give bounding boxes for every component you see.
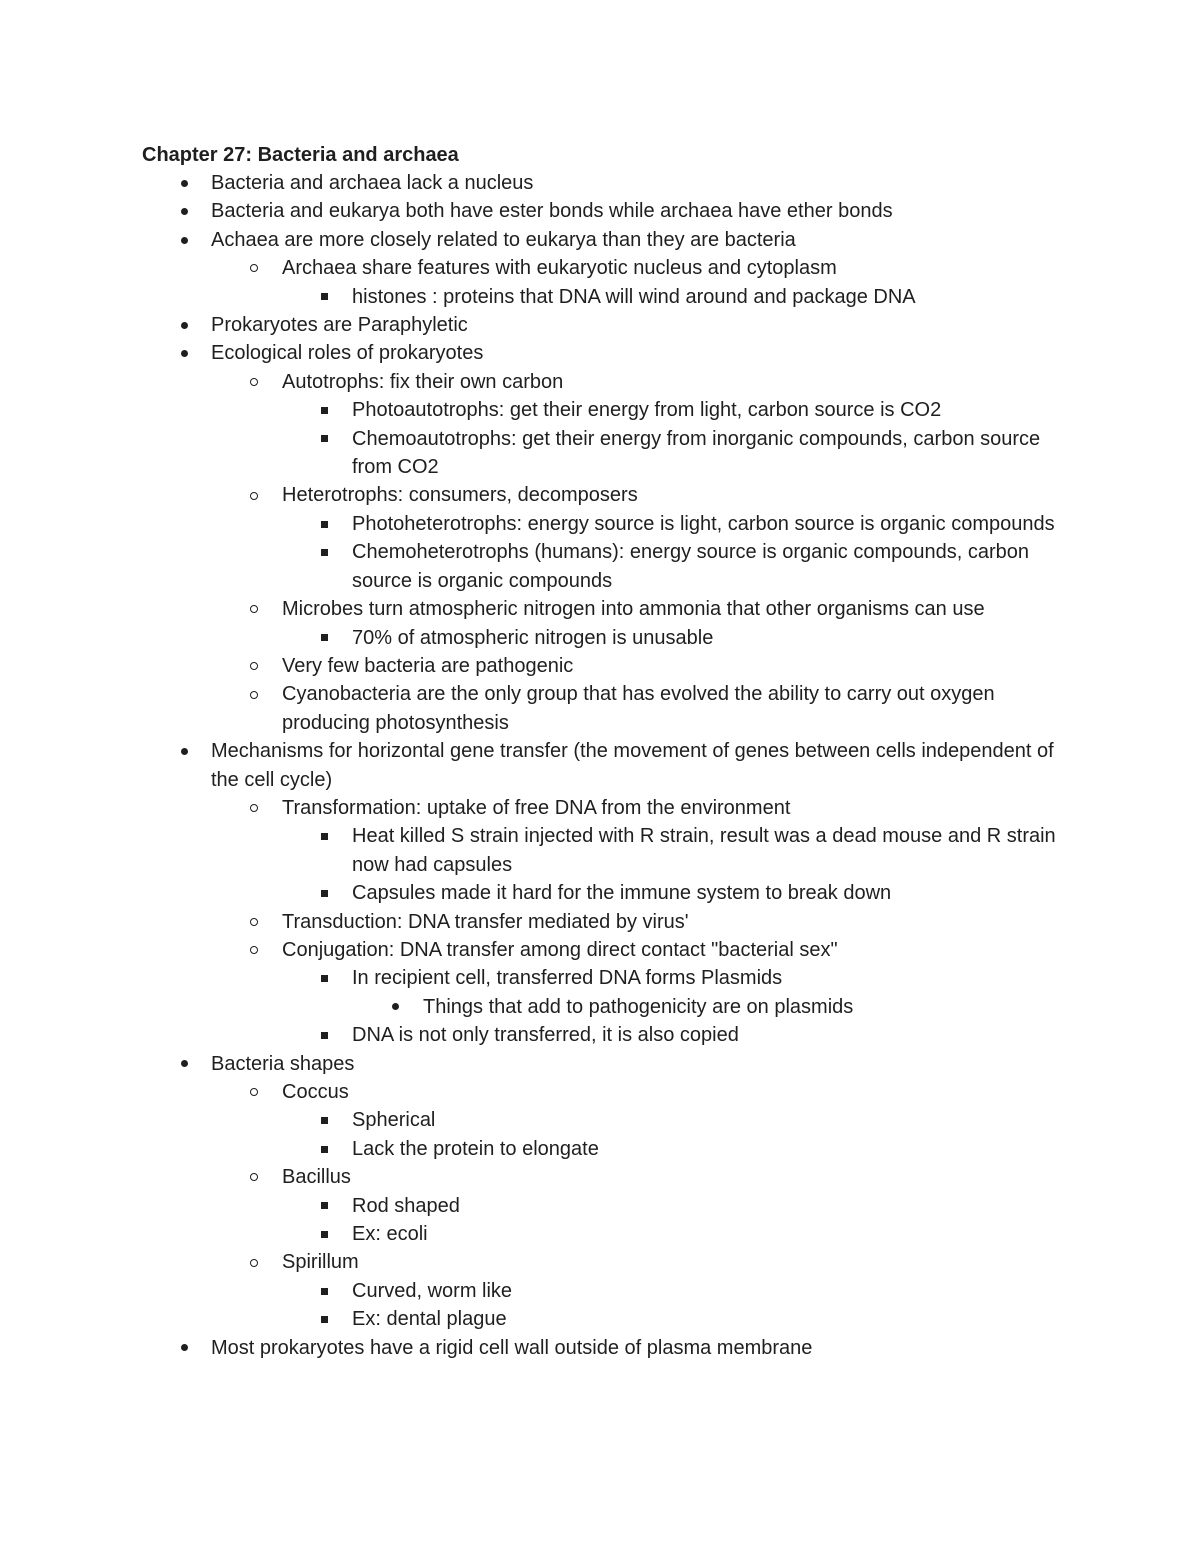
- list-item: [0, 1106, 1200, 1134]
- list-item-text: Chemoautotrophs: get their energy from inorganic compounds, carbon source from CO2: [352, 427, 1041, 479]
- list-item: [0, 908, 1200, 936]
- square-bullet-icon: [316, 624, 332, 652]
- list-item-text: Spherical: [352, 1109, 436, 1132]
- filled-circle-bullet-icon: [176, 169, 192, 197]
- list-item-text: Things that add to pathogenicity are on plasmids: [423, 995, 854, 1018]
- list-item: [0, 1277, 1200, 1305]
- list-item: [0, 396, 1200, 424]
- hollow-circle-bullet-icon: [246, 254, 262, 282]
- filled-circle-bullet-icon: [176, 1050, 192, 1078]
- list-item-text: Photoautotrophs: get their energy from light, carbon source is CO2: [352, 399, 942, 422]
- list-item: [0, 510, 1200, 538]
- list-item: [0, 226, 1200, 254]
- square-bullet-icon: [316, 1305, 332, 1333]
- list-item-text: DNA is not only transferred, it is also copied: [352, 1024, 739, 1047]
- list-item: [0, 1334, 1200, 1362]
- list-item-text: Transduction: DNA transfer mediated by virus': [282, 910, 689, 933]
- list-item-text: In recipient cell, transferred DNA forms Plasmids: [352, 967, 783, 990]
- list-item: [0, 1192, 1200, 1220]
- square-bullet-icon: [316, 1220, 332, 1248]
- list-item-text: Bacteria and archaea lack a nucleus: [211, 172, 534, 194]
- list-item: [0, 254, 1200, 282]
- list-item: [0, 368, 1200, 396]
- list-item: [0, 1021, 1200, 1049]
- list-item-text: Ex: ecoli: [352, 1223, 428, 1246]
- filled-circle-bullet-icon: [176, 737, 192, 765]
- list-item-text: Achaea are more closely related to eukarya than they are bacteria: [211, 228, 796, 251]
- filled-circle-bullet-icon: [176, 1334, 192, 1362]
- list-item-text: Chemoheterotrophs (humans): energy source is organic compounds, carbon source is organic compounds: [352, 541, 1030, 592]
- square-bullet-icon: [316, 1277, 332, 1305]
- list-item-text: Spirillum: [282, 1251, 359, 1274]
- square-bullet-icon: [316, 964, 332, 992]
- hollow-circle-bullet-icon: [246, 595, 262, 623]
- list-item: [0, 1248, 1200, 1276]
- hollow-circle-bullet-icon: [246, 908, 262, 936]
- hollow-circle-bullet-icon: [246, 794, 262, 822]
- list-item: [0, 624, 1200, 652]
- list-item: [0, 737, 1200, 794]
- list-item-text: Microbes turn atmospheric nitrogen into ammonia that other organisms can use: [282, 598, 985, 621]
- square-bullet-icon: [316, 1106, 332, 1134]
- square-bullet-icon: [316, 1192, 332, 1220]
- list-item-text: Cyanobacteria are the only group that has evolved the ability to carry out oxygen producing photosynthesis: [282, 683, 995, 734]
- list-item: [0, 197, 1200, 225]
- list-item: [0, 283, 1200, 311]
- list-item: [0, 1135, 1200, 1163]
- list-item: [0, 481, 1200, 509]
- list-item-text: Conjugation: DNA transfer among direct contact "bacterial sex": [282, 938, 838, 961]
- hollow-circle-bullet-icon: [246, 1078, 262, 1106]
- hollow-circle-bullet-icon: [246, 680, 262, 708]
- list-item-text: Most prokaryotes have a rigid cell wall outside of plasma membrane: [211, 1336, 813, 1359]
- hollow-circle-bullet-icon: [246, 652, 262, 680]
- list-item: [0, 311, 1200, 339]
- list-item-text: Rod shaped: [352, 1194, 460, 1217]
- filled-circle-bullet-icon: [176, 311, 192, 339]
- square-bullet-icon: [316, 510, 332, 538]
- square-bullet-icon: [316, 396, 332, 424]
- list-item: [0, 993, 1200, 1021]
- list-item-text: Archaea share features with eukaryotic nucleus and cytoplasm: [282, 257, 837, 280]
- list-item-text: Bacteria shapes: [211, 1052, 355, 1075]
- list-item: [0, 1050, 1200, 1078]
- list-item-text: Bacteria and eukarya both have ester bonds while archaea have ether bonds: [211, 200, 893, 223]
- square-bullet-icon: [316, 822, 332, 850]
- list-item: [0, 652, 1200, 680]
- list-item: [0, 936, 1200, 964]
- filled-circle-bullet-icon: [176, 197, 192, 225]
- list-item: [0, 595, 1200, 623]
- list-item-text: Heterotrophs: consumers, decomposers: [282, 484, 638, 507]
- hollow-circle-bullet-icon: [246, 1163, 262, 1191]
- square-bullet-icon: [316, 1021, 332, 1049]
- list-item-text: histones : proteins that DNA will wind around and package DNA: [352, 285, 916, 308]
- square-bullet-icon: [316, 538, 332, 566]
- list-item-text: Capsules made it hard for the immune system to break down: [352, 882, 892, 905]
- list-item: [0, 339, 1200, 367]
- list-item: [0, 425, 1200, 482]
- hollow-circle-bullet-icon: [246, 368, 262, 396]
- list-item-text: Autotrophs: fix their own carbon: [282, 370, 564, 393]
- list-item-text: Heat killed S strain injected with R strain, result was a dead mouse and R strain now had capsules: [352, 825, 1056, 876]
- list-item-text: Coccus: [282, 1081, 349, 1103]
- chapter-title: Chapter 27: Bacteria and archaea: [142, 144, 459, 166]
- hollow-circle-bullet-icon: [246, 936, 262, 964]
- square-bullet-icon: [316, 425, 332, 453]
- list-item-text: Lack the protein to elongate: [352, 1137, 599, 1160]
- square-bullet-icon: [316, 1135, 332, 1163]
- hollow-circle-bullet-icon: [246, 1248, 262, 1276]
- square-bullet-icon: [316, 283, 332, 311]
- list-item: [0, 879, 1200, 907]
- filled-circle-bullet-icon: [387, 993, 403, 1021]
- list-item-text: Mechanisms for horizontal gene transfer (the movement of genes between cells independent of the cell cycle): [211, 740, 1054, 791]
- notes-outline: [0, 169, 1200, 1362]
- filled-circle-bullet-icon: [176, 226, 192, 254]
- list-item: [0, 794, 1200, 822]
- filled-circle-bullet-icon: [176, 339, 192, 367]
- list-item: [0, 964, 1200, 992]
- list-item-text: 70% of atmospheric nitrogen is unusable: [352, 626, 714, 649]
- list-item-text: Prokaryotes are Paraphyletic: [211, 314, 468, 337]
- list-item: [0, 169, 1200, 197]
- list-item-text: Ex: dental plague: [352, 1308, 507, 1331]
- square-bullet-icon: [316, 879, 332, 907]
- list-item-text: Transformation: uptake of free DNA from the environment: [282, 796, 791, 819]
- list-item-text: Ecological roles of prokaryotes: [211, 342, 484, 365]
- list-item: [0, 1305, 1200, 1333]
- list-item: [0, 680, 1200, 737]
- list-item-text: Photoheterotrophs: energy source is light, carbon source is organic compounds: [352, 512, 1055, 535]
- list-item-text: Curved, worm like: [352, 1279, 513, 1302]
- hollow-circle-bullet-icon: [246, 481, 262, 509]
- list-item: [0, 1220, 1200, 1248]
- list-item: [0, 1078, 1200, 1106]
- list-item-text: Bacillus: [282, 1166, 351, 1189]
- list-item: [0, 822, 1200, 879]
- list-item-text: Very few bacteria are pathogenic: [282, 654, 574, 677]
- list-item: [0, 1163, 1200, 1191]
- list-item: [0, 538, 1200, 595]
